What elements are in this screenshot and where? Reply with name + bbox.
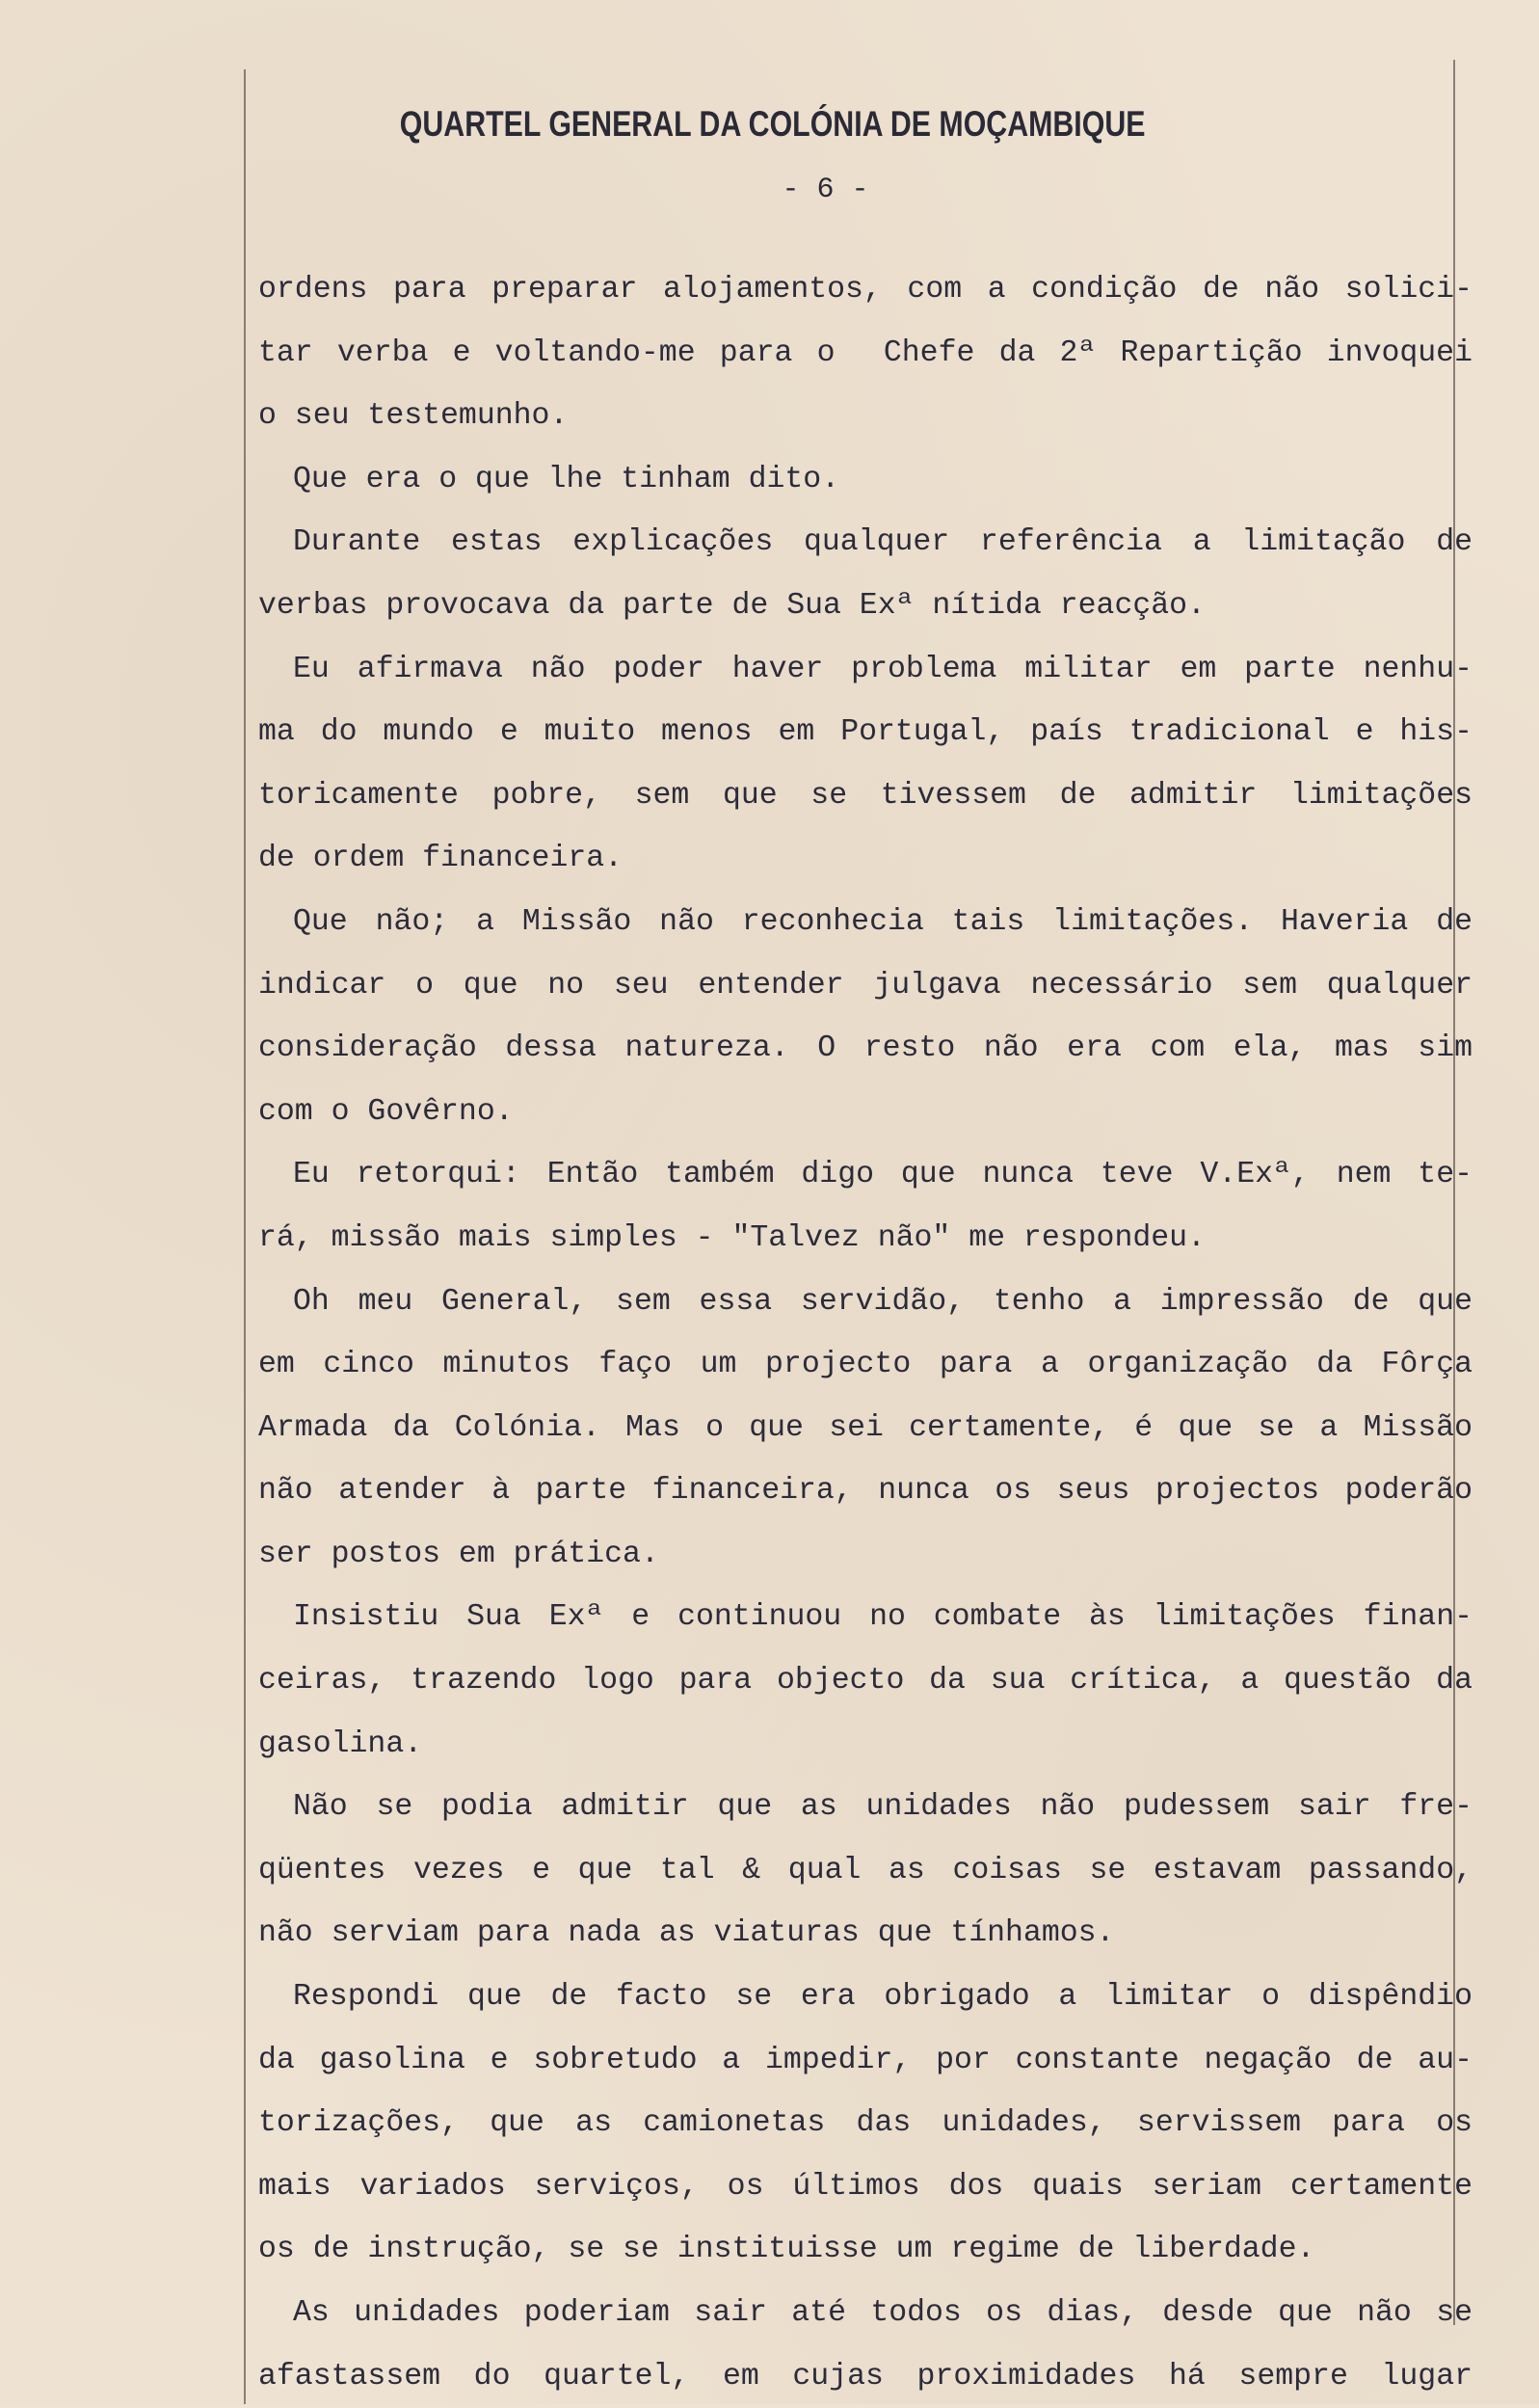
text-line: o seu testemunho.: [258, 399, 569, 434]
text-line: ma do mundo e muito menos em Portugal, país tradicional e his-: [258, 715, 1473, 750]
text-line: rá, missão mais simples - "Talvez não" me respondeu.: [258, 1220, 1206, 1255]
text-line: de ordem financeira.: [258, 842, 624, 876]
text-line: tar verba e voltando-me para o Chefe da 2ª Repartição invoquei: [258, 335, 1473, 370]
text-line: ordens para preparar alojamentos, com a condição de não solici-: [258, 273, 1473, 307]
text-line: Respondi que de facto se era obrigado a limitar o dispêndio: [293, 1980, 1473, 2015]
text-line: ceiras, trazendo logo para objecto da sua crítica, a questão da: [258, 1664, 1473, 1699]
text-line: Eu retorqui: Então também digo que nunca teve V.Exª, nem te-: [293, 1158, 1473, 1192]
text-line: Não se podia admitir que as unidades não pudessem sair fre-: [293, 1790, 1473, 1825]
text-line: ser postos em prática.: [258, 1537, 659, 1571]
text-line: torizações, que as camionetas das unidades, servissem para os: [258, 2106, 1473, 2141]
text-line: afastassem do quartel, em cujas proximidades há sempre lugar: [258, 2359, 1473, 2394]
text-line: com o Govêrno.: [258, 1094, 514, 1129]
text-line: da gasolina e sobretudo a impedir, por constante negação de au-: [258, 2043, 1473, 2077]
text-line: As unidades poderiam sair até todos os dias, desde que não se: [293, 2296, 1473, 2330]
text-line: não serviam para nada as viaturas que tínhamos.: [258, 1916, 1115, 1951]
text-line: em cinco minutos faço um projecto para a organização da Fôrça: [258, 1348, 1473, 1382]
text-line: verbas provocava da parte de Sua Exª nítida reacção.: [258, 588, 1206, 623]
text-line: consideração dessa natureza. O resto não era com ela, mas sim: [258, 1031, 1473, 1066]
text-line: Armada da Colónia. Mas o que sei certamente, é que se a Missão: [258, 1410, 1473, 1445]
text-line: indicar o que no seu entender julgava necessário sem qualquer: [258, 968, 1473, 1003]
text-line: gasolina.: [258, 1726, 423, 1761]
page-number: - 6 -: [782, 174, 869, 206]
text-line: não atender à parte financeira, nunca os seus projectos poderão: [258, 1474, 1473, 1509]
text-line: mais variados serviços, os últimos dos quais seriam certamente: [258, 2169, 1473, 2204]
text-line: os de instrução, se se instituisse um regime de liberdade.: [258, 2233, 1315, 2267]
text-line: Oh meu General, sem essa servidão, tenho a impressão de que: [293, 1284, 1473, 1319]
letterhead-title: QUARTEL GENERAL DA COLÓNIA DE MOÇAMBIQUE: [399, 104, 1146, 144]
text-line: Insistiu Sua Exª e continuou no combate às limitações finan-: [293, 1600, 1473, 1635]
typed-body-text: [258, 258, 1473, 2408]
text-line: qüentes vezes e que tal & qual as coisas se estavam passando,: [258, 1853, 1473, 1887]
left-margin-rule: [244, 69, 246, 2404]
text-line: Eu afirmava não poder haver problema militar em parte nenhu-: [293, 652, 1473, 686]
text-line: Durante estas explicações qualquer referência a limitação de: [293, 525, 1473, 560]
text-line: Que não; a Missão não reconhecia tais limitações. Haveria de: [293, 904, 1473, 939]
text-line: Que era o que lhe tinham dito.: [293, 462, 840, 496]
text-line: toricamente pobre, sem que se tivessem de admitir limitações: [258, 778, 1473, 813]
